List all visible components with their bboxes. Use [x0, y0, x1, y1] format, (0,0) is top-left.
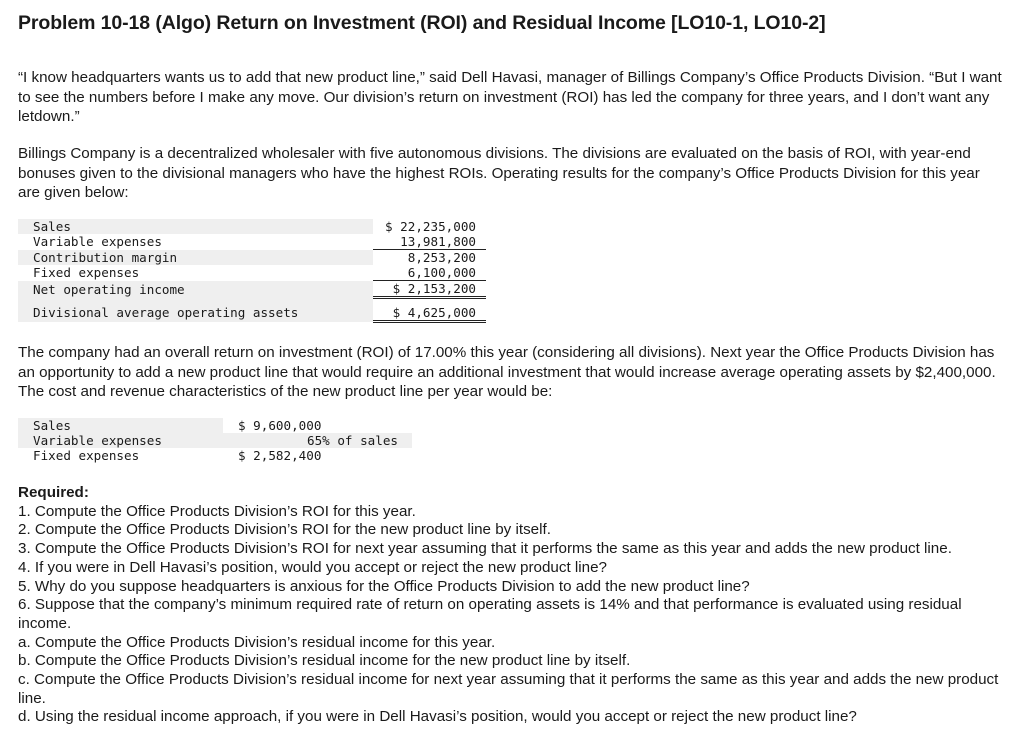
- table-row: [18, 250, 486, 266]
- required-item: 3. Compute the Office Products Division’s ROI for next year assuming that it performs the same as this year and adds the new product line.: [18, 540, 952, 558]
- row-label: Fixed expenses: [18, 265, 373, 281]
- page-title: Problem 10-18 (Algo) Return on Investment (ROI) and Residual Income [LO10-1, LO10-2]: [18, 12, 826, 34]
- required-section: [18, 484, 1003, 727]
- required-item: c. Compute the Office Products Division’s residual income for next year assuming that it performs the same as this year and adds the new product line.: [18, 671, 999, 707]
- row-value: $ 4,625,000: [373, 298, 486, 322]
- row-label: Contribution margin: [18, 250, 373, 266]
- intro-quote-paragraph: “I know headquarters wants us to add that new product line,” said Dell Havasi, manager of Billings Company’s Office Products Division. “But I want to see the numbers before I make any move. Our division’s return on investment (ROI) has led the company for three years, and I don’t want any letdown.”: [18, 69, 1002, 125]
- required-item: 1. Compute the Office Products Division’s ROI for this year.: [18, 502, 416, 520]
- row-label: Sales: [18, 418, 223, 433]
- required-item: b. Compute the Office Products Division’s residual income for the new product line by itself.: [18, 652, 631, 670]
- operating-results-table: [18, 219, 486, 323]
- table-row: [18, 433, 412, 448]
- row-label: Divisional average operating assets: [18, 298, 373, 322]
- row-value: $ 22,235,000: [385, 219, 476, 234]
- required-item: 2. Compute the Office Products Division’s ROI for the new product line by itself.: [18, 521, 551, 539]
- new-product-line-table: [18, 418, 412, 463]
- row-value: 6,100,000: [373, 265, 486, 281]
- row-label: Sales: [18, 219, 373, 234]
- row-label: Variable expenses: [18, 433, 223, 448]
- row-label: Variable expenses: [18, 234, 373, 250]
- table-row: [18, 265, 486, 281]
- row-value: 8,253,200: [407, 250, 476, 265]
- row-value: 65% of sales: [223, 433, 412, 448]
- required-heading: Required:: [18, 484, 89, 501]
- table-row: [18, 418, 412, 433]
- required-item: a. Compute the Office Products Division’s residual income for this year.: [18, 633, 496, 651]
- table-row: [18, 219, 486, 234]
- row-value: 13,981,800: [373, 234, 486, 250]
- row-label: Net operating income: [18, 281, 373, 298]
- company-description-paragraph: Billings Company is a decentralized wholesaler with five autonomous divisions. The divisions are evaluated on the basis of ROI, with year-end bonuses given to the divisional managers who have the highest ROIs. Operating results for the company’s Office Products Division for this year are given below:: [18, 145, 980, 201]
- table-row: [18, 298, 486, 322]
- required-item: 4. If you were in Dell Havasi’s position, would you accept or reject the new product line?: [18, 558, 607, 576]
- new-product-paragraph: The company had an overall return on investment (ROI) of 17.00% this year (considering all divisions). Next year the Office Products Division has an opportunity to add a new product line that would require an additional investment that would increase average operating assets by $2,400,000. The cost and revenue characteristics of the new product line per year would be:: [18, 344, 996, 400]
- row-value: $ 9,600,000: [238, 418, 322, 433]
- required-item: d. Using the residual income approach, if you were in Dell Havasi’s position, would you accept or reject the new product line?: [18, 708, 857, 726]
- required-item: 5. Why do you suppose headquarters is anxious for the Office Products Division to add the new product line?: [18, 577, 750, 595]
- row-value: $ 2,153,200: [373, 281, 486, 298]
- table-row: [18, 234, 486, 250]
- row-label: Fixed expenses: [18, 448, 223, 463]
- row-value: $ 2,582,400: [238, 448, 322, 463]
- table-row: [18, 448, 412, 463]
- table-row: [18, 281, 486, 298]
- required-item: 6. Suppose that the company’s minimum required rate of return on operating assets is 14% and that performance is evaluated using residual income.: [18, 596, 962, 632]
